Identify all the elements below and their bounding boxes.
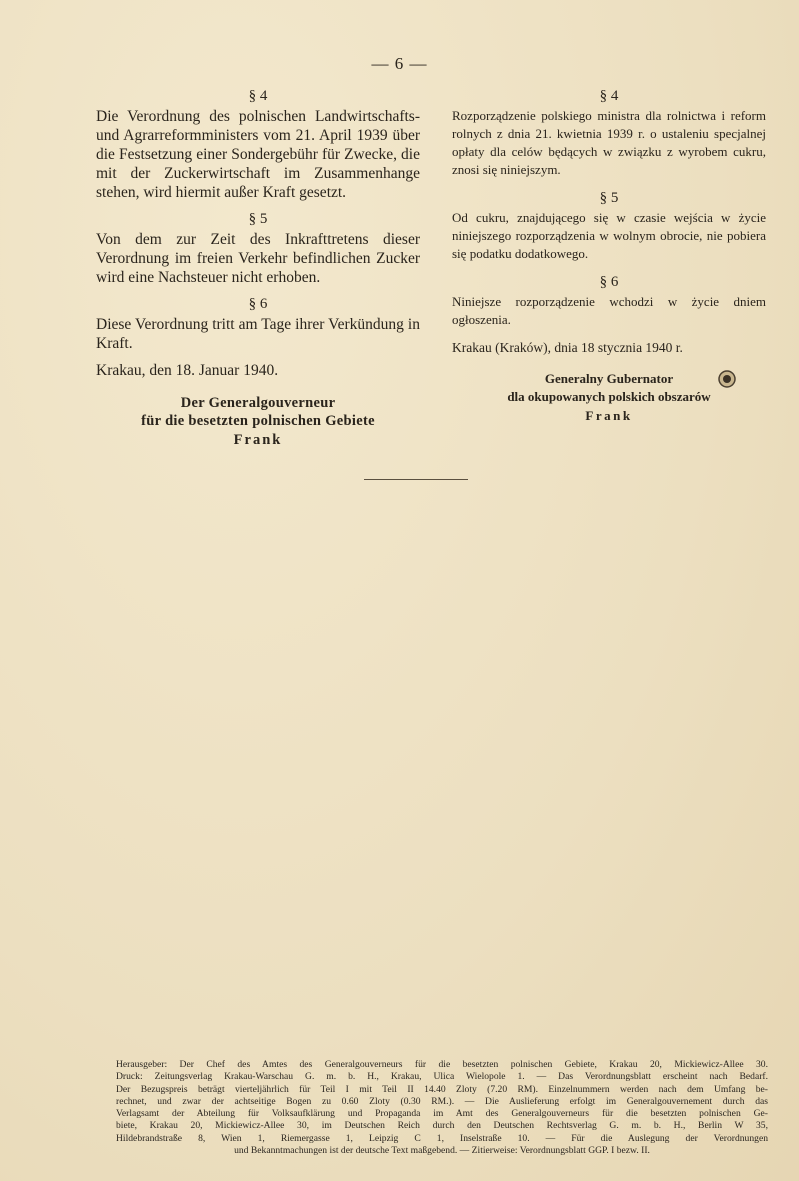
german-signature-title: Der Generalgouverneur xyxy=(180,395,336,411)
polish-section-5-heading: § 5 xyxy=(599,190,619,206)
german-section-5-heading: § 5 xyxy=(248,211,268,227)
footer-line: rechnet, und zwar der achtseitige Bogen zu 0.60 Zloty (0.30 RM.). — Die Auslieferung erfolgt im Generalgouvernement durch das xyxy=(116,1095,768,1107)
german-signature-name: Frank xyxy=(233,432,283,448)
section-divider-line xyxy=(364,479,468,480)
polish-section-4-text: Rozporządzenie polskiego ministra dla rolnictwa i reform rolnych z dnia 21. kwietnia 1939 r. o ustaleniu specjalnej opłaty dla celów będących w związku z wyrobem cukru, znosi się niniejszym. xyxy=(452,108,766,177)
polish-section-6-heading: § 6 xyxy=(599,274,619,290)
footer-line: Hildebrandstraße 8, Wien 1, Riemergasse 1, Leipzig C 1, Inselstraße 10. — Für die Auslegung der Verordnungen xyxy=(116,1132,768,1144)
german-date: Krakau, den 18. Januar 1940. xyxy=(96,362,279,379)
page-number: — 6 — xyxy=(371,54,428,73)
german-signature-subtitle: für die besetzten polnischen Gebiete xyxy=(141,413,375,429)
german-section-6-text: Diese Verordnung tritt am Tage ihrer Verkündung in Kraft. xyxy=(96,316,420,352)
polish-section-5-text: Od cukru, znajdującego się w czasie wejścia w życie niniejszego rozporządzenia w wolnym obrocie, nie pobiera się podatku dodatkowego. xyxy=(452,210,766,261)
polish-signature-name: Frank xyxy=(585,408,633,423)
footer-line: Herausgeber: Der Chef des Amtes des Generalgouverneurs für die besetzten polnischen Gebiete, Krakau 20, Mickiewicz-Allee 30. xyxy=(116,1059,768,1070)
publisher-footer xyxy=(116,1059,768,1157)
footer-line: und Bekanntmachungen ist der deutsche Text maßgebend. — Zitierweise: Verordnungsblatt GGP. I bezw. II. xyxy=(234,1145,650,1157)
punched-hole-mark xyxy=(716,368,738,390)
german-section-4-text: Die Verordnung des polnischen Landwirtschafts- und Agrarreformministers vom 21. April 1939 über die Festsetzung einer Sondergebühr für Zwecke, die mit der Zuckerwirtschaft im Zusammenhange stehen, wird hiermit außer Kraft gesetzt. xyxy=(96,108,420,201)
footer-line: Druck: Zeitungsverlag Krakau-Warschau G. m. b. H., Krakau, Ulica Wielopole 1. — Das Verordnungsblatt erscheint nach Bedarf. xyxy=(116,1071,768,1083)
polish-date: Krakau (Kraków), dnia 18 stycznia 1940 r. xyxy=(452,340,683,355)
german-section-5-text: Von dem zur Zeit des Inkrafttretens dieser Verordnung im freien Verkehr befindlichen Zucker wird eine Nachsteuer nicht erhoben. xyxy=(96,231,420,286)
footer-line: biete, Krakau 20, Mickiewicz-Allee 30, im Deutschen Reich durch den Deutschen Rechtsverlag G. m. b. H., Berlin W 35, xyxy=(116,1120,768,1132)
german-section-6-heading: § 6 xyxy=(248,296,268,312)
polish-section-4-heading: § 4 xyxy=(599,88,619,104)
polish-signature-title: Generalny Gubernator xyxy=(544,371,674,386)
footer-line: Der Bezugspreis beträgt vierteljährlich für Teil I mit Teil II 14.40 Zloty (7.20 RM). Einzelnummern werden nach dem Umfang be- xyxy=(116,1083,768,1095)
german-section-4-heading: § 4 xyxy=(248,88,268,104)
footer-line: Verlagsamt der Abteilung für Volksaufklärung und Propaganda im Amt des Generalgouverneurs für die besetzten polnischen Ge- xyxy=(116,1108,768,1120)
polish-signature-subtitle: dla okupowanych polskich obszarów xyxy=(507,389,711,404)
polish-section-6-text: Niniejsze rozporządzenie wchodzi w życie dniem ogłoszenia. xyxy=(452,294,766,327)
german-column xyxy=(96,88,420,449)
